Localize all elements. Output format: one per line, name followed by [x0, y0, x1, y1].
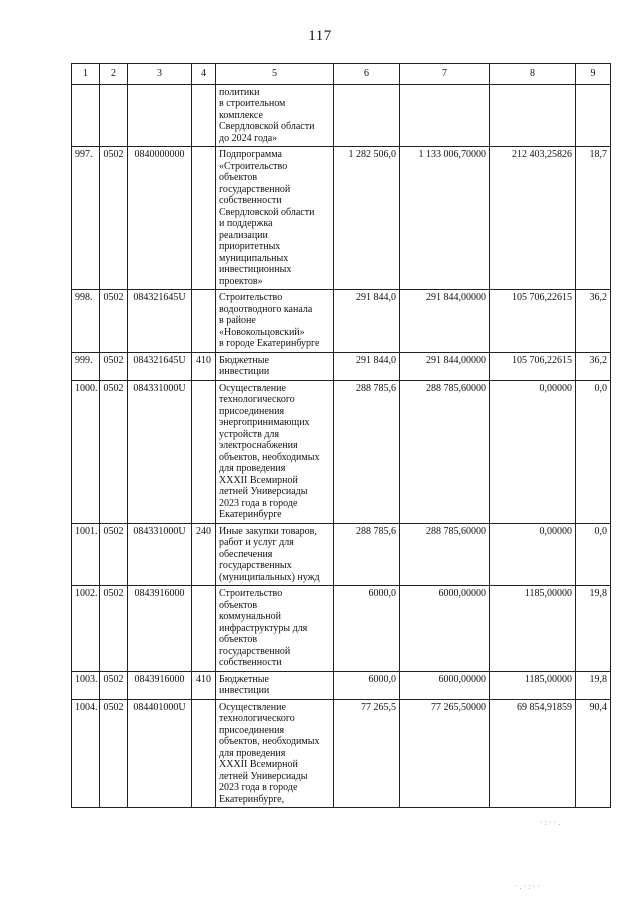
limit-amount: 6000,00000 — [400, 586, 490, 672]
limit-amount: 288 785,60000 — [400, 523, 490, 586]
table-row — [72, 352, 611, 380]
column-header: 2 — [100, 64, 128, 85]
limit-amount: 291 844,00000 — [400, 290, 490, 353]
expense-type-code — [192, 290, 216, 353]
executed-amount: 105 706,22615 — [490, 352, 576, 380]
item-name: Иные закупки товаров, работ и услуг для обеспечения государственных (муниципальных) нужд — [216, 523, 334, 586]
table-row — [72, 290, 611, 353]
table-row — [72, 699, 611, 808]
target-article-code: 084321645U — [128, 290, 192, 353]
target-article-code: 084331000U — [128, 523, 192, 586]
section-code: 0502 — [100, 380, 128, 523]
section-code: 0502 — [100, 290, 128, 353]
row-number: 1003. — [72, 671, 100, 699]
section-code: 0502 — [100, 352, 128, 380]
limit-amount: 1 133 006,70000 — [400, 147, 490, 290]
executed-amount: 0,00000 — [490, 523, 576, 586]
target-article-code: 0840000000 — [128, 147, 192, 290]
planned-amount: 1 282 506,0 — [334, 147, 400, 290]
column-header: 9 — [576, 64, 611, 85]
table-row — [72, 671, 611, 699]
table-row — [72, 147, 611, 290]
target-article-code: 0843916000 — [128, 671, 192, 699]
expense-type-code — [192, 699, 216, 808]
target-article-code: 084331000U — [128, 380, 192, 523]
limit-amount: 291 844,00000 — [400, 352, 490, 380]
table-row — [72, 523, 611, 586]
column-header: 5 — [216, 64, 334, 85]
executed-amount: 105 706,22615 — [490, 290, 576, 353]
item-name: Осуществление технологического присоединения энергопринимающих устройств для электроснабжения объектов, необходимых для проведения XXXII Всемирной летней Универсиады 2023 года в городе Екатеринбурге — [216, 380, 334, 523]
planned-amount: 288 785,6 — [334, 380, 400, 523]
table-row — [72, 380, 611, 523]
page-number: 117 — [308, 28, 332, 44]
section-code: 0502 — [100, 523, 128, 586]
expense-type-code: 410 — [192, 352, 216, 380]
header-row — [72, 64, 611, 85]
execution-percent: 0,0 — [576, 523, 611, 586]
executed-amount: 69 854,91859 — [490, 699, 576, 808]
target-article-code: 084401000U — [128, 699, 192, 808]
expense-type-code: 240 — [192, 523, 216, 586]
row-number: 997. — [72, 147, 100, 290]
section-code — [100, 84, 128, 147]
expense-type-code — [192, 147, 216, 290]
scan-mark: ·.·:·· — [515, 882, 542, 891]
column-header: 7 — [400, 64, 490, 85]
planned-amount: 6000,0 — [334, 671, 400, 699]
row-number: 1000. — [72, 380, 100, 523]
table-body — [72, 84, 611, 808]
budget-table — [71, 63, 611, 808]
execution-percent: 18,7 — [576, 147, 611, 290]
section-code: 0502 — [100, 147, 128, 290]
executed-amount — [490, 84, 576, 147]
column-header: 6 — [334, 64, 400, 85]
row-number: 1001. — [72, 523, 100, 586]
planned-amount: 291 844,0 — [334, 290, 400, 353]
limit-amount — [400, 84, 490, 147]
executed-amount: 1185,00000 — [490, 586, 576, 672]
planned-amount: 77 265,5 — [334, 699, 400, 808]
column-header: 1 — [72, 64, 100, 85]
target-article-code: 0843916000 — [128, 586, 192, 672]
item-name: Осуществление технологического присоединения объектов, необходимых для проведения XXXII Всемирной летней Универсиады 2023 года в городе Екатеринбурге, — [216, 699, 334, 808]
item-name: Бюджетные инвестиции — [216, 352, 334, 380]
execution-percent: 19,8 — [576, 671, 611, 699]
item-name: политики в строительном комплексе Свердловской области до 2024 года» — [216, 84, 334, 147]
row-number: 999. — [72, 352, 100, 380]
executed-amount: 0,00000 — [490, 380, 576, 523]
row-number: 998. — [72, 290, 100, 353]
item-name: Бюджетные инвестиции — [216, 671, 334, 699]
planned-amount: 291 844,0 — [334, 352, 400, 380]
item-name: Строительство объектов коммунальной инфраструктуры для объектов государственной собственности — [216, 586, 334, 672]
execution-percent: 0,0 — [576, 380, 611, 523]
row-number: 1004. — [72, 699, 100, 808]
item-name: Строительство водоотводного канала в районе «Новокольцовский» в городе Екатеринбурге — [216, 290, 334, 353]
scan-mark: ·:··. — [540, 818, 563, 827]
expense-type-code: 410 — [192, 671, 216, 699]
target-article-code — [128, 84, 192, 147]
expense-type-code — [192, 84, 216, 147]
target-article-code: 084321645U — [128, 352, 192, 380]
column-header: 8 — [490, 64, 576, 85]
table-row — [72, 84, 611, 147]
row-number: 1002. — [72, 586, 100, 672]
limit-amount: 288 785,60000 — [400, 380, 490, 523]
planned-amount — [334, 84, 400, 147]
section-code: 0502 — [100, 586, 128, 672]
section-code: 0502 — [100, 699, 128, 808]
item-name: Подпрограмма «Строительство объектов государственной собственности Свердловской области и поддержка реализации приоритетных муниципальных инвестиционных проектов» — [216, 147, 334, 290]
column-header: 3 — [128, 64, 192, 85]
expense-type-code — [192, 380, 216, 523]
column-header: 4 — [192, 64, 216, 85]
table-row — [72, 586, 611, 672]
row-number — [72, 84, 100, 147]
limit-amount: 6000,00000 — [400, 671, 490, 699]
planned-amount: 6000,0 — [334, 586, 400, 672]
execution-percent: 19,8 — [576, 586, 611, 672]
execution-percent — [576, 84, 611, 147]
limit-amount: 77 265,50000 — [400, 699, 490, 808]
executed-amount: 212 403,25826 — [490, 147, 576, 290]
execution-percent: 36,2 — [576, 352, 611, 380]
execution-percent: 90,4 — [576, 699, 611, 808]
planned-amount: 288 785,6 — [334, 523, 400, 586]
expense-type-code — [192, 586, 216, 672]
executed-amount: 1185,00000 — [490, 671, 576, 699]
execution-percent: 36,2 — [576, 290, 611, 353]
section-code: 0502 — [100, 671, 128, 699]
